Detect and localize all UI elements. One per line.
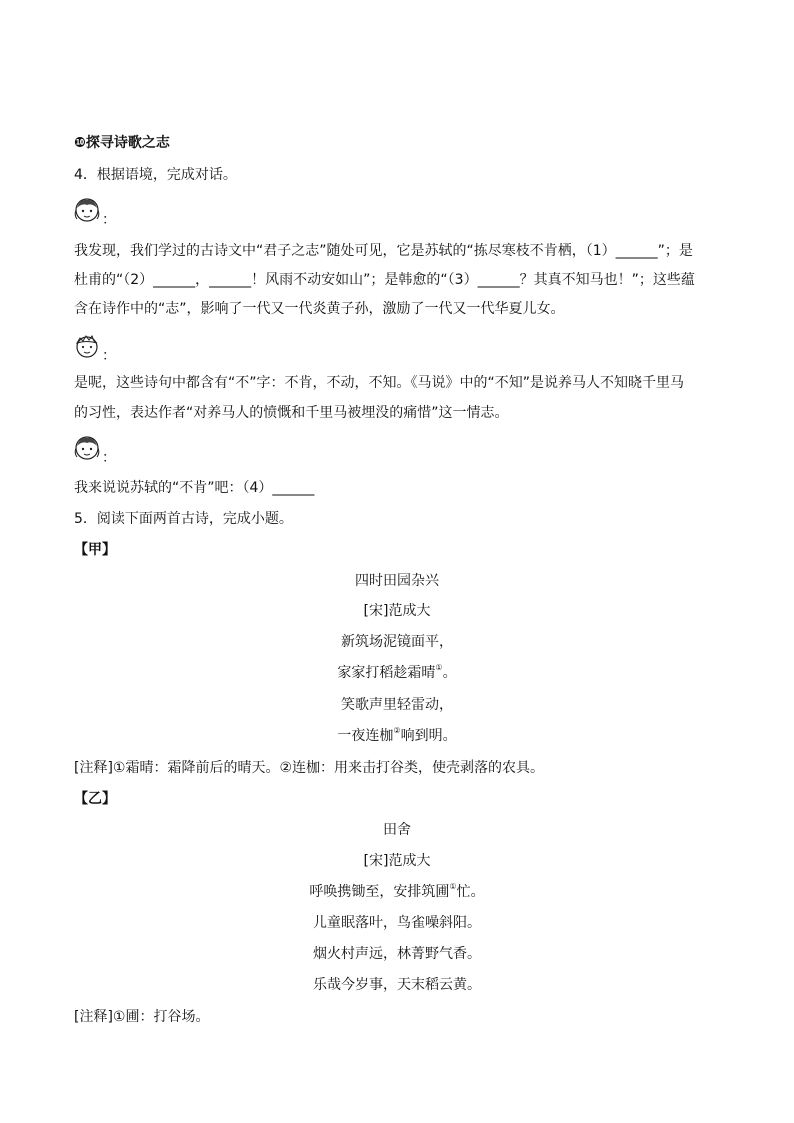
speaker-c-colon: ： (102, 450, 116, 466)
poem-1-note: [注释]①霜晴：霜降前后的晴天。②连枷：用来击打谷类，使壳剥落的农具。 (74, 760, 545, 776)
dialogue-3-line-1: 我来说说苏轼的“不肯”吧：（4）______ (74, 480, 315, 496)
poem-1-line-1: 新筑场泥镜面平， (341, 634, 453, 650)
poem-1-line-3: 笑歌声里轻雷动， (341, 697, 453, 713)
poem-2-author: [宋]范成大 (363, 853, 431, 869)
boy-avatar-icon (74, 333, 100, 359)
speaker-b-colon: ： (102, 348, 116, 364)
dialogue-1-line-1: 我发现，我们学过的古诗文中“君子之志”随处可见，它是苏轼的“拣尽寒枝不肯栖，（1）______”；是 (74, 243, 693, 259)
poem-2-title: 田舍 (383, 822, 411, 838)
question-4-prompt: 4．根据语境，完成对话。 (74, 167, 237, 183)
poem-jia-label: 【甲】 (74, 542, 116, 558)
poem-2-line-2: 儿童眠落叶，鸟雀噪斜阳。 (313, 915, 481, 931)
girl-avatar-icon-2 (74, 435, 100, 461)
poem-1-line-4: 一夜连枷②响到明。 (337, 726, 457, 744)
poem-2-line-1: 呼唤携锄至，安排筑圃①忙。 (309, 882, 485, 900)
poem-1-title: 四时田园杂兴 (355, 573, 439, 589)
girl-avatar-icon (74, 197, 100, 223)
dialogue-2-line-2: 的习性，表达作者“对养马人的愤慨和千里马被埋没的痛惜”这一情志。 (74, 405, 509, 421)
poem-1-line-2: 家家打稻趁霜晴①。 (337, 663, 457, 681)
poem-2-note: [注释]①圃：打谷场。 (74, 1009, 210, 1025)
poem-yi-label: 【乙】 (74, 791, 116, 807)
section-title: ❿探寻诗歌之志 (74, 135, 170, 151)
footnote-marker-3: ① (449, 882, 457, 891)
poem-2-line-3: 烟火村声远，林菁野气香。 (313, 946, 481, 962)
poem-1-author: [宋]范成大 (363, 603, 431, 619)
footnote-marker-2: ② (393, 726, 401, 735)
dialogue-1-line-2: 杜甫的“（2）______，______！风雨不动安如山”；是韩愈的“（3）______？其真不知马也！”；这些蕴 (74, 272, 695, 288)
footnote-marker-1: ① (435, 663, 443, 672)
speaker-a-colon: ： (102, 212, 116, 228)
question-5-prompt: 5．阅读下面两首古诗，完成小题。 (74, 511, 293, 527)
dialogue-1-line-3: 含在诗作中的“志”，影响了一代又一代炎黄子孙，激励了一代又一代华夏儿女。 (74, 301, 565, 317)
poem-2-line-4: 乐哉今岁事，天末稻云黄。 (313, 977, 481, 993)
dialogue-2-line-1: 是呢，这些诗句中都含有“不”字：不肯，不动，不知。《马说》中的“不知”是说养马人不知晓千里马 (74, 375, 685, 391)
